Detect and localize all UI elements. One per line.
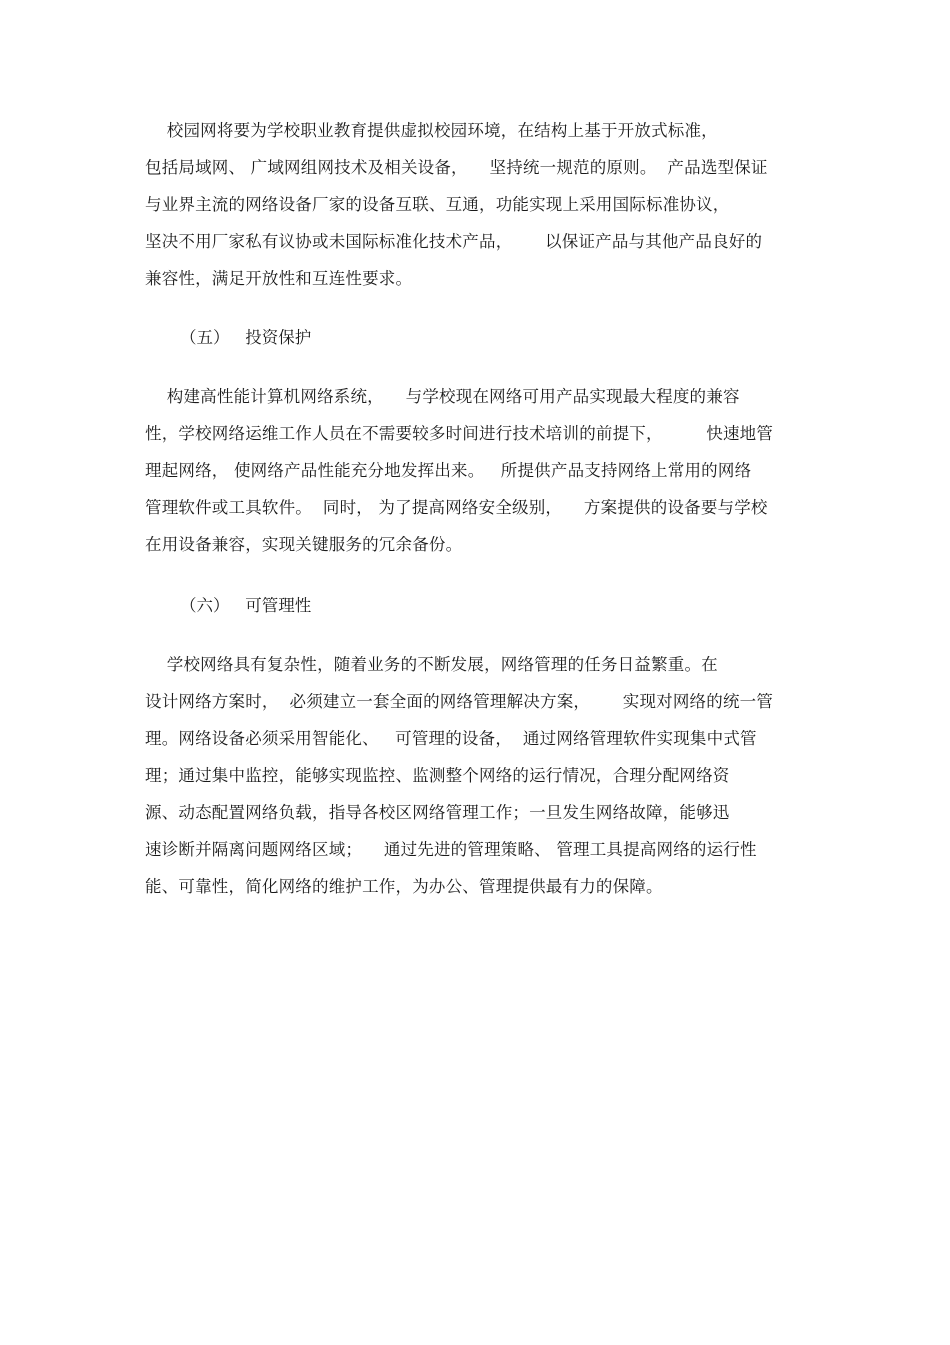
paragraph-2-line-5: 在用设备兼容，实现关键服务的冗余备份。 — [145, 535, 463, 554]
paragraph-3-line-3: 理。网络设备必须采用智能化、 可管理的设备， 通过网络管理软件实现集中式管 — [145, 729, 757, 748]
paragraph-3-line-1: 学校网络具有复杂性，随着业务的不断发展，网络管理的任务日益繁重。在 — [145, 655, 718, 674]
paragraph-3-line-5: 源、动态配置网络负载，指导各校区网络管理工作；一旦发生网络故障，能够迅 — [145, 803, 730, 822]
paragraph-3-line-6: 速诊断并隔离问题网络区域； 通过先进的管理策略、 管理工具提高网络的运行性 — [145, 840, 757, 859]
section-heading-5: （五） 投资保护 — [180, 328, 312, 347]
paragraph-3-line-7: 能、可靠性，简化网络的维护工作，为办公、管理提供最有力的保障。 — [145, 877, 663, 896]
paragraph-2-line-2: 性，学校网络运维工作人员在不需要较多时间进行技术培训的前提下， 快速地管 — [145, 424, 774, 443]
paragraph-2-line-4: 管理软件或工具软件。 同时， 为了提高网络安全级别， 方案提供的设备要与学校 — [145, 498, 768, 517]
paragraph-1-line-4: 坚决不用厂家私有议协或未国际标准化技术产品， 以保证产品与其他产品良好的 — [145, 232, 763, 251]
paragraph-2-line-3: 理起网络， 使网络产品性能充分地发挥出来。 所提供产品支持网络上常用的网络 — [145, 461, 752, 480]
paragraph-1-line-2: 包括局域网、 广域网组网技术及相关设备， 坚持统一规范的原则。 产品选型保证 — [145, 158, 768, 177]
paragraph-1-line-3: 与业界主流的网络设备厂家的设备互联、互通，功能实现上采用国际标准协议， — [145, 195, 730, 214]
paragraph-3-line-2: 设计网络方案时， 必须建立一套全面的网络管理解决方案， 实现对网络的统一管 — [145, 692, 774, 711]
paragraph-1-line-1: 校园网将要为学校职业教育提供虚拟校园环境，在结构上基于开放式标准， — [145, 121, 718, 140]
section-heading-6: （六） 可管理性 — [180, 596, 312, 615]
paragraph-3-line-4: 理；通过集中监控，能够实现监控、监测整个网络的运行情况，合理分配网络资 — [145, 766, 730, 785]
paragraph-1-line-5: 兼容性，满足开放性和互连性要求。 — [145, 269, 413, 288]
paragraph-2-line-1: 构建高性能计算机网络系统， 与学校现在网络可用产品实现最大程度的兼容 — [145, 387, 740, 406]
